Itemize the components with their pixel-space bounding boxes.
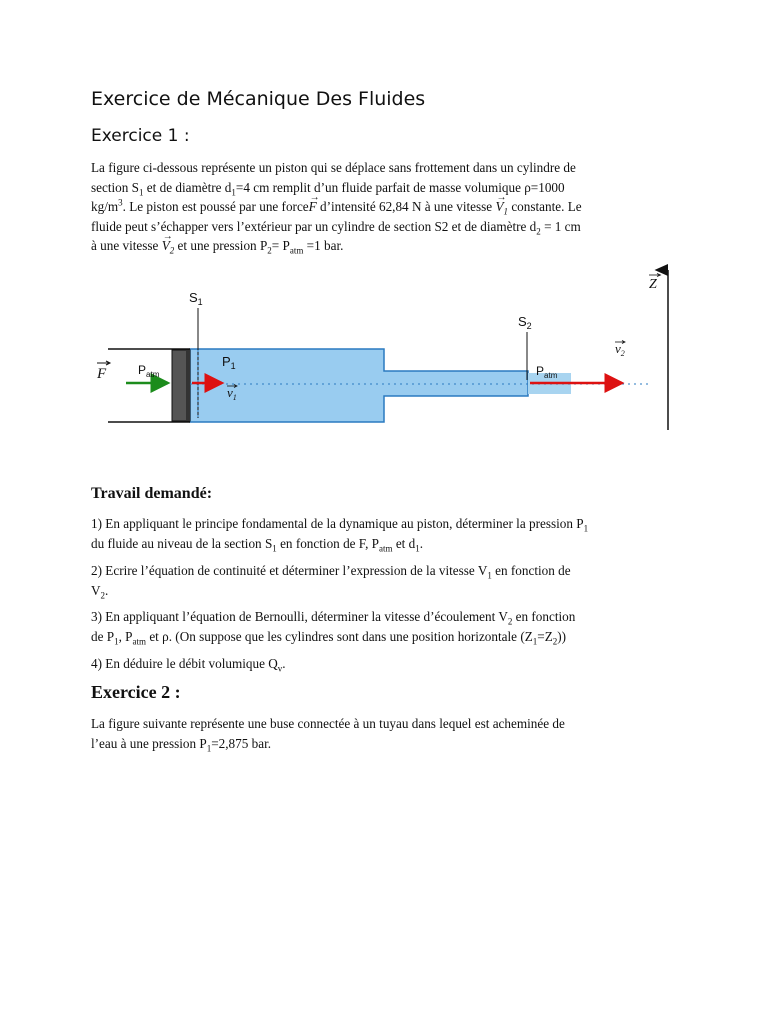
piston-face bbox=[186, 350, 190, 421]
document-title: Exercice de Mécanique Des Fluides bbox=[91, 88, 426, 110]
label-z: Z bbox=[649, 277, 657, 292]
force-vector-symbol: → F bbox=[309, 197, 317, 217]
travail-demande-heading: Travail demandé: bbox=[91, 485, 213, 502]
fluid-body bbox=[190, 349, 528, 422]
label-s1: $S_1$ bbox=[189, 290, 203, 307]
intro-line-1: La figure ci-dessous représente un piston qui se déplace sans frottement dans un cylindre de bbox=[91, 160, 576, 175]
label-s2: $S_2$ bbox=[518, 314, 532, 331]
exercise-2-intro: La figure suivante représente une buse connectée à un tuyau dans lequel est acheminée de l’eau à une pression $P_1=2,875$ bar. bbox=[91, 716, 565, 754]
velocity-v1-symbol: → $V_1$ bbox=[495, 197, 508, 217]
intro-line-4: fluide peut s’échapper vers l’extérieur par un cylindre de section S2 et de diamètre $d_2 = 1$ cm bbox=[91, 218, 581, 237]
intro-line-2: section $S_1$ et de diamètre $d_1=4$ cm remplit d’un fluide parfait de masse volumique ρ=1000 bbox=[91, 179, 565, 198]
exercise-1-heading: Exercice 1 : bbox=[91, 126, 190, 146]
question-4: 4) En déduire le débit volumique $Q_v$. bbox=[91, 656, 286, 674]
question-1: 1) En appliquant le principe fondamental de la dynamique au piston, déterminer la pression $P_1$ du fluide au niveau de la section $S_1$ en fonction de F, $P_{atm}$ et $d_1$. bbox=[91, 516, 589, 554]
label-patm-left: $P_{atm}$ bbox=[138, 363, 160, 379]
velocity-v2-symbol: → $V_2$ bbox=[162, 236, 175, 256]
question-2: 2) Ecrire l’équation de continuité et déterminer l’expression de la vitesse $V_1$ en fonction de $V_2$. bbox=[91, 563, 571, 601]
intro-line-3: $kg/m^3$. Le piston est poussé par une force→ F d’intensité 62,84 N à une vitesse → $V_1$ constante. Le bbox=[91, 197, 582, 217]
intro-line-5: à une vitesse → $V_2$ et une pression $P_2= P_{atm} =1$ bar. bbox=[91, 236, 582, 256]
label-v1: $v_1$ bbox=[227, 385, 237, 402]
label-v2: $v_2$ bbox=[615, 341, 625, 358]
label-force: F bbox=[97, 366, 107, 382]
label-patm-right: $P_{atm}$ bbox=[536, 364, 558, 380]
exercise-2-heading: Exercice 2 : bbox=[91, 682, 181, 702]
label-p1: $P_1$ bbox=[222, 354, 236, 371]
question-3: 3) En appliquant l’équation de Bernoulli, déterminer la vitesse d’écoulement $V_2$ en fonction de $P_1$, $P_{atm}$ et ρ. (On suppose que les cylindres sont dans une position horizontale $(Z_1=Z_2)$) bbox=[91, 609, 576, 647]
